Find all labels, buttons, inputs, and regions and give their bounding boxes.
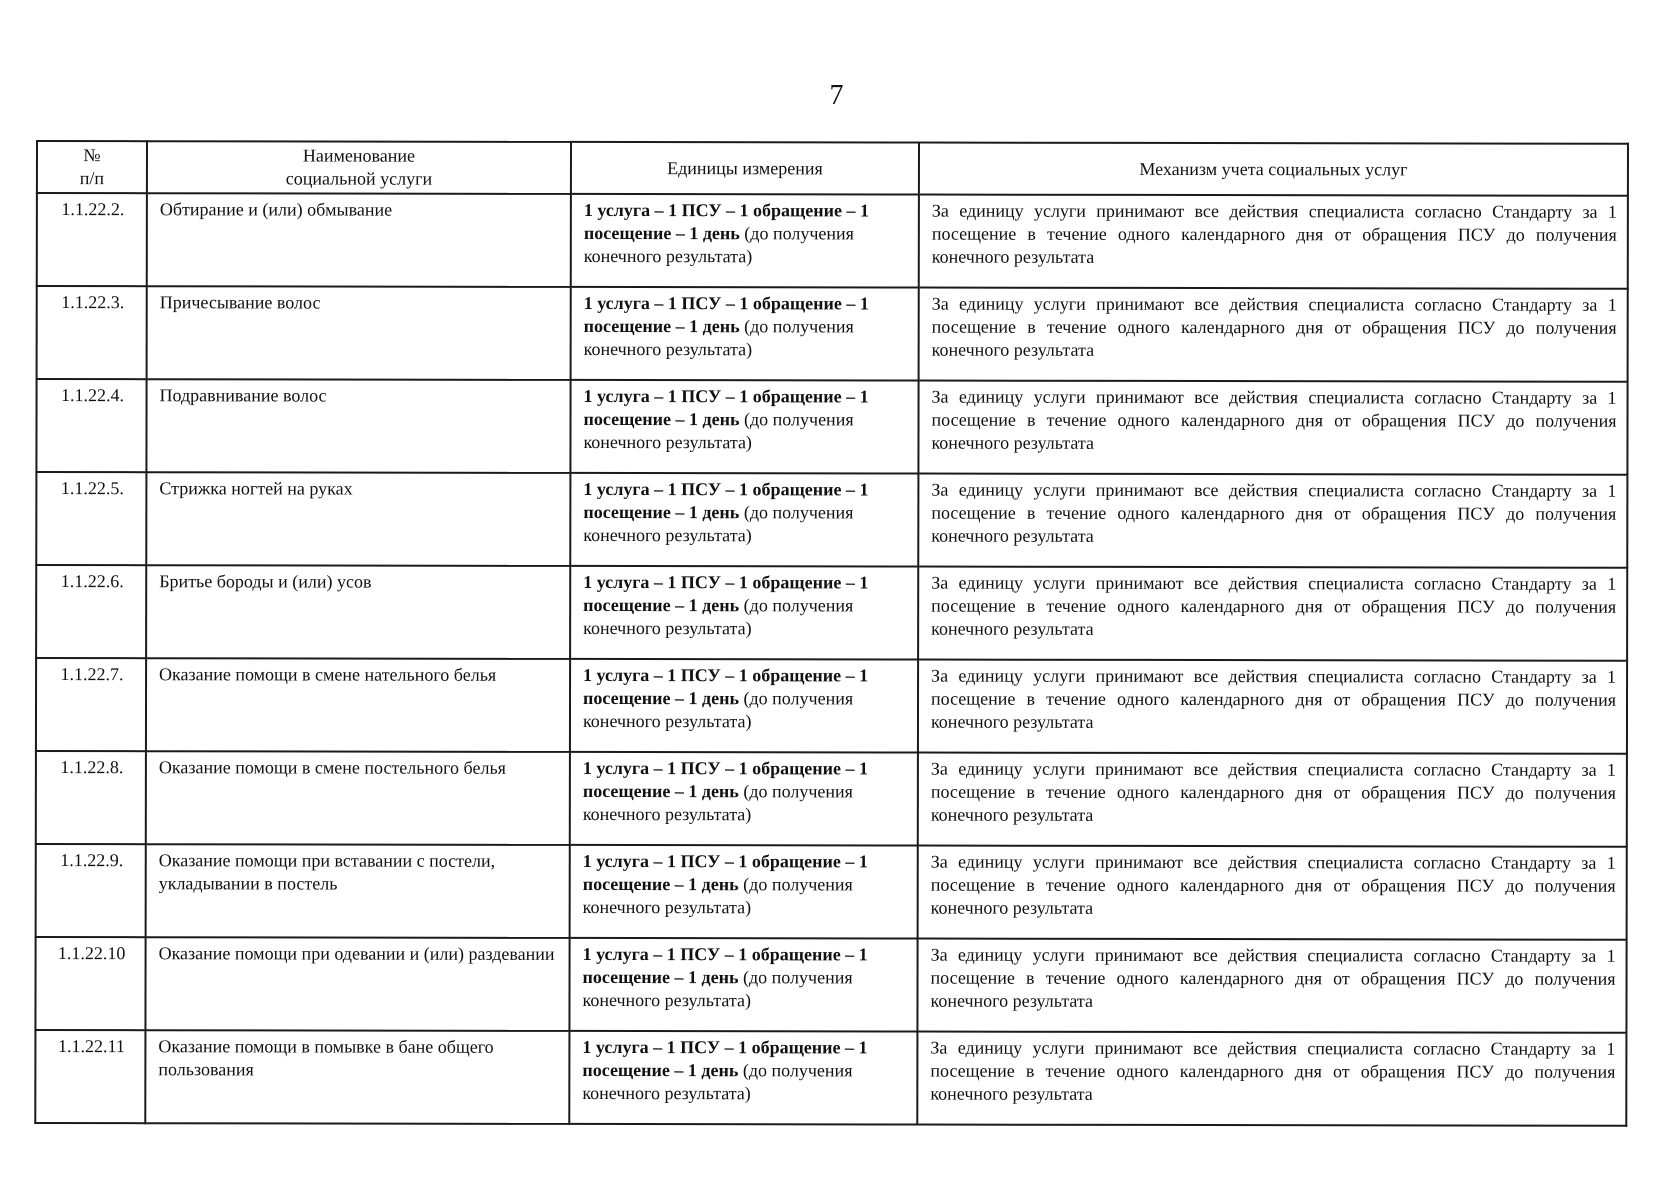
row-units-rest: (до получения конечного результата) (582, 874, 853, 918)
row-number: 1.1.22.8. (36, 751, 146, 844)
row-units-rest: (до получения конечного результата) (583, 502, 854, 546)
row-units (570, 380, 918, 474)
row-units-rest: (до получения конечного результата) (582, 688, 854, 732)
table-row (37, 193, 1628, 289)
row-mechanism: За единицу услуги принимают все действия специалиста согласно Стандарту за 1 посещение в течение одного календарного дня от обращения ПСУ до получения конечного результата (919, 195, 1628, 289)
row-number: 1.1.22.11 (35, 1030, 145, 1123)
table-row (36, 379, 1627, 475)
row-units-bold: 1 услуга – 1 ПСУ – 1 обращение – 1 посещение – 1 день (583, 292, 869, 337)
row-units (570, 659, 918, 753)
header-units: Единицы измерения (571, 142, 919, 195)
row-units-bold: 1 услуга – 1 ПСУ – 1 обращение – 1 посещение – 1 день (582, 943, 868, 988)
row-number: 1.1.22.2. (37, 193, 147, 286)
row-units-bold: 1 услуга – 1 ПСУ – 1 обращение – 1 посещение – 1 день (582, 757, 869, 802)
table-row (36, 565, 1627, 661)
row-number: 1.1.22.9. (36, 844, 146, 937)
header-service-name-line2: социальной услуги (285, 168, 433, 189)
row-number: 1.1.22.4. (36, 379, 146, 472)
row-service-name: Оказание помощи в смене нательного белья (146, 658, 570, 752)
header-row (37, 141, 1628, 196)
header-number (37, 141, 147, 193)
table-row (35, 937, 1626, 1033)
row-units (570, 845, 918, 939)
row-units-rest: (до получения конечного результата) (582, 1060, 853, 1104)
row-number: 1.1.22.6. (36, 565, 146, 658)
header-service-name (147, 141, 571, 194)
row-service-name: Причесывание волос (147, 286, 571, 380)
row-service-name: Оказание помощи при одевании и (или) раздевании (145, 937, 569, 1031)
row-units-bold: 1 услуга – 1 ПСУ – 1 обращение – 1 посещение – 1 день (583, 199, 870, 244)
row-units-bold: 1 услуга – 1 ПСУ – 1 обращение – 1 посещение – 1 день (582, 1036, 868, 1081)
table-body (35, 193, 1628, 1126)
row-service-name: Подравнивание волос (146, 379, 570, 473)
row-number: 1.1.22.3. (37, 286, 147, 379)
row-mechanism: За единицу услуги принимают все действия специалиста согласно Стандарту за 1 посещение в течение одного календарного дня от обращения ПСУ до получения конечного результата (918, 567, 1627, 661)
row-units-rest: (до получения конечного результата) (582, 781, 853, 825)
row-service-name: Оказание помощи при вставании с постели, укладывании в постель (146, 844, 570, 938)
row-units (571, 287, 919, 381)
table-row (36, 472, 1627, 568)
row-units-rest: (до получения конечного результата) (583, 316, 854, 360)
header-mechanism: Механизм учета социальных услуг (919, 143, 1628, 196)
row-mechanism: За единицу услуги принимают все действия специалиста согласно Стандарту за 1 посещение в течение одного календарного дня от обращения ПСУ до получения конечного результата (918, 753, 1627, 847)
row-units (569, 938, 917, 1032)
row-number: 1.1.22.7. (36, 658, 146, 751)
row-service-name: Оказание помощи в смене постельного белья (146, 751, 570, 845)
row-number: 1.1.22.10 (35, 937, 145, 1030)
header-number-line2: п/п (79, 168, 105, 189)
table-row (36, 658, 1627, 754)
table-row (37, 286, 1628, 382)
row-service-name: Стрижка ногтей на руках (146, 472, 570, 566)
row-service-name: Оказание помощи в помывке в бане общего пользования (145, 1030, 569, 1124)
row-units (569, 1031, 917, 1125)
row-units-rest: (до получения конечного результата) (583, 595, 854, 639)
row-units-bold: 1 услуга – 1 ПСУ – 1 обращение – 1 посещение – 1 день (583, 478, 869, 523)
row-units-rest: (до получения конечного результата) (582, 967, 853, 1011)
header-service-name-line1: Наименование (302, 145, 416, 166)
row-mechanism: За единицу услуги принимают все действия специалиста согласно Стандарту за 1 посещение в течение одного календарного дня от обращения ПСУ до получения конечного результата (918, 381, 1627, 475)
row-units-bold: 1 услуга – 1 ПСУ – 1 обращение – 1 посещение – 1 день (583, 664, 869, 709)
row-mechanism: За единицу услуги принимают все действия специалиста согласно Стандарту за 1 посещение в течение одного календарного дня от обращения ПСУ до получения конечного результата (918, 660, 1627, 754)
row-units-bold: 1 услуга – 1 ПСУ – 1 обращение – 1 посещение – 1 день (583, 571, 869, 616)
table-row (36, 751, 1627, 847)
row-units-bold: 1 услуга – 1 ПСУ – 1 обращение – 1 посещение – 1 день (583, 385, 869, 430)
table-row (35, 1030, 1626, 1126)
row-mechanism: За единицу услуги принимают все действия специалиста согласно Стандарту за 1 посещение в течение одного календарного дня от обращения ПСУ до получения конечного результата (918, 846, 1627, 940)
row-units (570, 473, 918, 567)
row-units-rest: (до получения конечного результата) (583, 223, 854, 267)
row-units-bold: 1 услуга – 1 ПСУ – 1 обращение – 1 посещение – 1 день (582, 850, 868, 895)
table-row (36, 844, 1627, 940)
row-mechanism: За единицу услуги принимают все действия специалиста согласно Стандарту за 1 посещение в течение одного календарного дня от обращения ПСУ до получения конечного результата (917, 1032, 1626, 1126)
row-units-rest: (до получения конечного результата) (583, 409, 854, 453)
services-table (34, 140, 1629, 1127)
row-service-name: Бритье бороды и (или) усов (146, 565, 570, 659)
header-number-line1: № (83, 145, 101, 166)
table-header (37, 141, 1628, 196)
row-service-name: Обтирание и (или) обмывание (147, 193, 571, 287)
row-number: 1.1.22.5. (36, 472, 146, 565)
row-units (571, 194, 919, 288)
page-number: 7 (829, 80, 844, 111)
row-units (570, 752, 918, 846)
row-units (570, 566, 918, 660)
row-mechanism: За единицу услуги принимают все действия специалиста согласно Стандарту за 1 посещение в течение одного календарного дня от обращения ПСУ до получения конечного результата (917, 939, 1626, 1033)
row-mechanism: За единицу услуги принимают все действия специалиста согласно Стандарту за 1 посещение в течение одного календарного дня от обращения ПСУ до получения конечного результата (918, 474, 1627, 568)
row-mechanism: За единицу услуги принимают все действия специалиста согласно Стандарту за 1 посещение в течение одного календарного дня от обращения ПСУ до получения конечного результата (919, 288, 1628, 382)
